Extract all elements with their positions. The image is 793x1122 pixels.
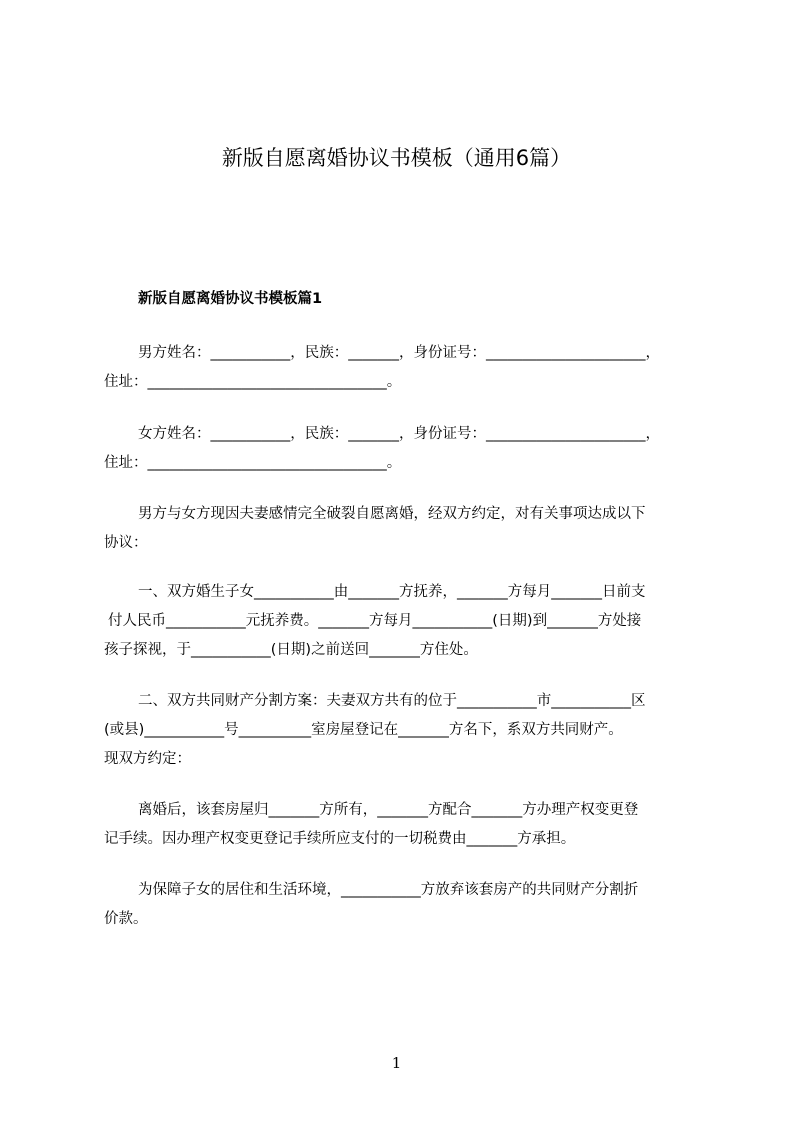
paragraph-intro: [104, 500, 703, 558]
paragraph-line: 一、双方婚生子女___________由_______方抚养，_______方每月_______日前支: [138, 584, 646, 600]
paragraph-line: 现双方约定：: [104, 751, 191, 767]
paragraph-line: 为保障子女的居住和生活环境，___________方放弃该套房产的共同财产分割折: [138, 882, 639, 898]
paragraph-line: 二、双方共同财产分割方案：夫妻双方共有的位于___________市___________区: [138, 693, 646, 709]
document-title: 新版自愿离婚协议书模板（通用6篇）: [221, 146, 572, 170]
paragraph-female-info: [104, 420, 703, 478]
paragraph-line: 男方姓名：___________，民族：_______，身份证号：______________________，: [138, 345, 660, 361]
paragraph-house: [104, 796, 703, 854]
paragraph-line: 住址：_________________________________。: [104, 455, 402, 471]
paragraph-line: (或县)___________号__________室房屋登记在_______方名下，系双方共同财产。: [104, 722, 623, 738]
paragraph-line: 男方与女方现因夫妻感情完全破裂自愿离婚，经双方约定，对有关事项达成以下: [138, 506, 646, 522]
paragraph-property: [104, 687, 703, 774]
paragraph-line: 价款。: [104, 911, 148, 927]
paragraph-line: 住址：_________________________________。: [104, 374, 402, 390]
paragraph-line: 孩子探视，于___________(日期)之前送回_______方住处。: [104, 642, 478, 658]
paragraph-line: 记手续。因办理产权变更登记手续所应支付的一切税费由_______方承担。: [104, 831, 576, 847]
page-number: 1: [391, 1054, 402, 1072]
paragraph-line: 女方姓名：___________，民族：_______，身份证号：______________________，: [138, 426, 660, 442]
paragraph-children-housing: [104, 876, 703, 934]
paragraph-line: 离婚后，该套房屋归_______方所有，_______方配合_______方办理产权变更登: [138, 802, 639, 818]
paragraph-line: 付人民币___________元抚养费。_______方每月___________(日期)到_______方处接: [108, 613, 642, 629]
section-heading: 新版自愿离婚协议书模板篇1: [138, 291, 323, 307]
paragraph-line: 协议：: [104, 535, 148, 551]
paragraph-custody: [104, 578, 703, 665]
paragraph-male-info: [104, 339, 703, 397]
